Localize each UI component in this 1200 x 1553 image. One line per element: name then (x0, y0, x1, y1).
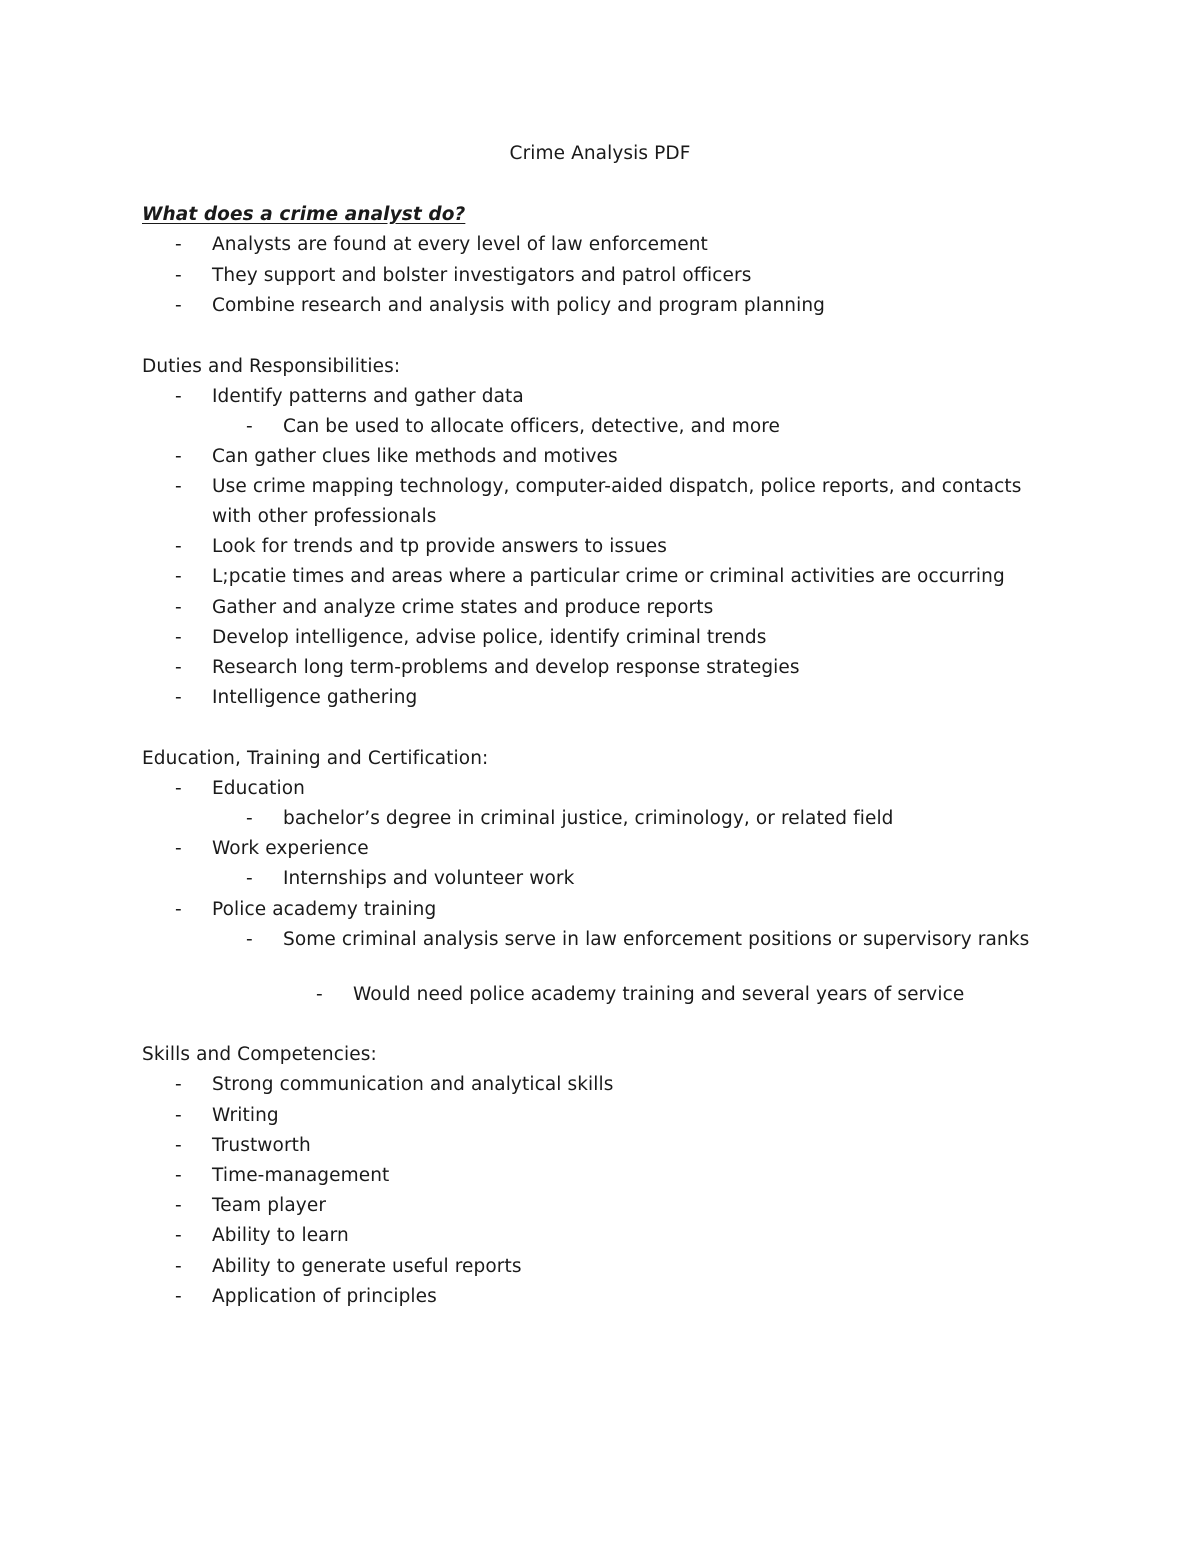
list-item: Identify patterns and gather data (212, 386, 524, 407)
section-heading-education: Education, Training and Certification: (142, 748, 489, 769)
bullet-dash: - (175, 627, 182, 648)
list-item: Gather and analyze crime states and produce reports (212, 597, 714, 618)
list-item: Team player (212, 1195, 327, 1216)
bullet-dash: - (175, 1105, 182, 1126)
bullet-dash: - (175, 597, 182, 618)
bullet-dash: - (175, 265, 182, 286)
list-item: Develop intelligence, advise police, identify criminal trends (212, 627, 767, 648)
sub-bullet-dash: - (246, 416, 253, 437)
list-item: Application of principles (212, 1286, 437, 1307)
bullet-dash: - (175, 899, 182, 920)
list-item: L;pcatie times and areas where a particular crime or criminal activities are occurring (212, 566, 1005, 587)
bullet-dash: - (175, 446, 182, 467)
list-item: Writing (212, 1105, 279, 1126)
bullet-dash: - (175, 536, 182, 557)
bullet-dash: - (175, 1165, 182, 1186)
bullet-dash: - (175, 657, 182, 678)
bullet-dash: - (175, 1225, 182, 1246)
bullet-dash: - (175, 234, 182, 255)
bullet-dash: - (175, 295, 182, 316)
list-item: Ability to learn (212, 1225, 349, 1246)
list-item: Analysts are found at every level of law enforcement (212, 234, 708, 255)
list-item: Research long term-problems and develop response strategies (212, 657, 800, 678)
list-item: Look for trends and tp provide answers to issues (212, 536, 668, 557)
bullet-dash: - (175, 386, 182, 407)
section-heading-skills: Skills and Competencies: (142, 1044, 377, 1065)
sub-list-item: bachelor’s degree in criminal justice, criminology, or related field (283, 808, 894, 829)
section-heading-role: What does a crime analyst do? (142, 204, 466, 225)
sub-bullet-dash: - (246, 868, 253, 889)
bullet-dash: - (175, 476, 182, 497)
sub-sub-list-item: Would need police academy training and several years of service (353, 984, 965, 1005)
document-title: Crime Analysis PDF (509, 143, 691, 164)
sub-list-item: Internships and volunteer work (283, 868, 575, 889)
bullet-dash: - (175, 1195, 182, 1216)
bullet-dash: - (175, 1135, 182, 1156)
sub-list-item: Some criminal analysis serve in law enforcement positions or supervisory ranks (283, 929, 1030, 950)
bullet-dash: - (175, 687, 182, 708)
list-item: Strong communication and analytical skills (212, 1074, 614, 1095)
list-item: Ability to generate useful reports (212, 1256, 522, 1277)
sub-bullet-dash: - (246, 808, 253, 829)
bullet-dash: - (175, 1286, 182, 1307)
bullet-dash: - (175, 778, 182, 799)
list-item: Work experience (212, 838, 369, 859)
list-item: Trustworth (212, 1135, 311, 1156)
list-item: Use crime mapping technology, computer-aided dispatch, police reports, and contacts (212, 476, 1022, 497)
sub-sub-bullet-dash: - (316, 984, 323, 1005)
list-item: They support and bolster investigators and patrol officers (212, 265, 752, 286)
list-item: Time-management (212, 1165, 390, 1186)
list-item: Intelligence gathering (212, 687, 418, 708)
bullet-dash: - (175, 838, 182, 859)
list-item: Can gather clues like methods and motives (212, 446, 618, 467)
list-item-continuation: with other professionals (212, 506, 437, 527)
bullet-dash: - (175, 1256, 182, 1277)
section-heading-duties: Duties and Responsibilities: (142, 356, 401, 377)
bullet-dash: - (175, 566, 182, 587)
sub-list-item: Can be used to allocate officers, detective, and more (283, 416, 781, 437)
sub-bullet-dash: - (246, 929, 253, 950)
list-item: Police academy training (212, 899, 437, 920)
bullet-dash: - (175, 1074, 182, 1095)
list-item: Education (212, 778, 306, 799)
list-item: Combine research and analysis with policy and program planning (212, 295, 825, 316)
